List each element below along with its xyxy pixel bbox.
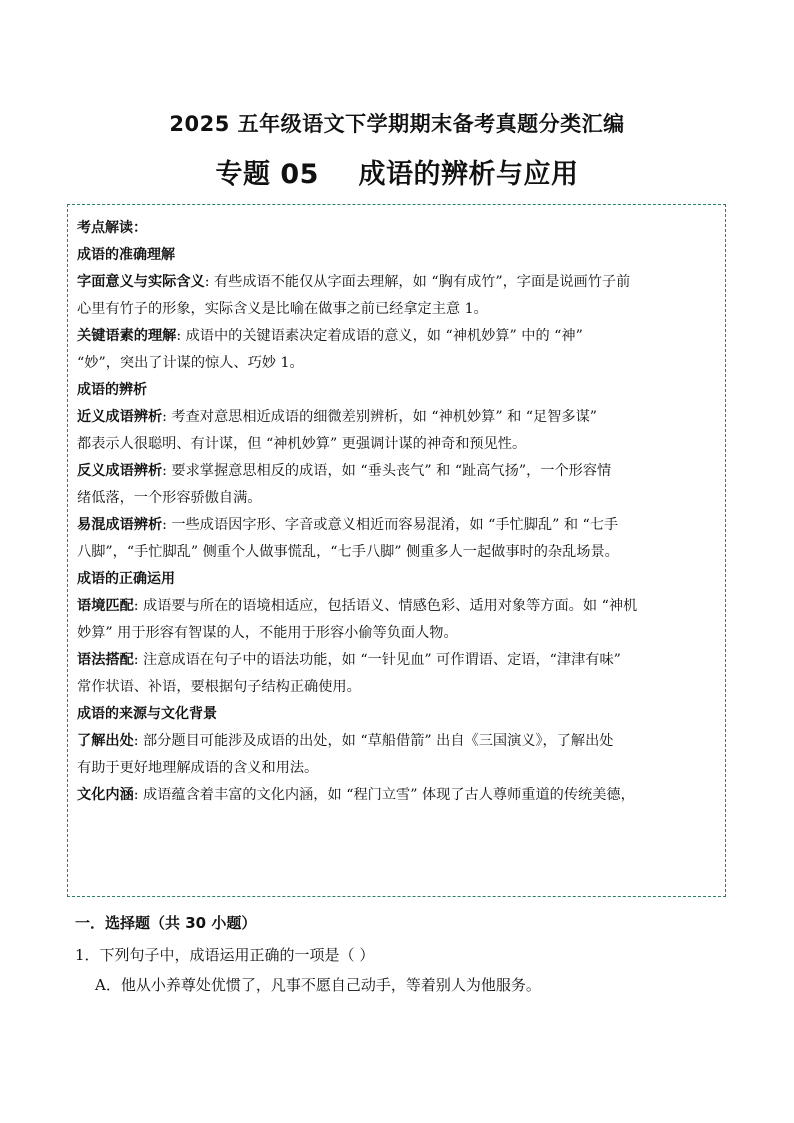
paragraph-continuation: 常作状语、补语，要根据句子结构正确使用。 — [77, 679, 361, 695]
term-label: 关键语素的理解 — [77, 328, 177, 344]
term-label: 字面意义与实际含义 — [77, 274, 205, 290]
question-1-stem: 1．下列句子中，成语运用正确的一项是（ ） — [75, 946, 375, 964]
term-label: 了解出处 — [77, 733, 134, 749]
term-label: 易混成语辨析 — [77, 517, 163, 533]
paragraph-text: : 成语中的关键语素决定着成语的意义，如 “神机妙算” 中的 “神” — [176, 328, 583, 344]
paragraph-literal-meaning — [77, 269, 716, 296]
paragraph-confusable — [77, 512, 716, 539]
term-label: 文化内涵 — [77, 787, 134, 803]
term-label: 语境匹配 — [77, 598, 134, 614]
paragraph-continuation: 绪低落，一个形容骄傲自满。 — [77, 490, 262, 506]
term-label: 近义成语辨析 — [77, 409, 163, 425]
section-heading-understanding: 成语的准确理解 — [77, 247, 175, 263]
paragraph-text: : 要求掌握意思相反的成语，如 “垂头丧气” 和 “趾高气扬”，一个形容情 — [162, 463, 612, 479]
paragraph-continuation: 八脚”，“手忙脚乱” 侧重个人做事慌乱，“七手八脚” 侧重多人一起做事时的杂乱场景。 — [77, 544, 619, 560]
document-title: 2025 五年级语文下学期期末备考真题分类汇编 — [169, 112, 625, 136]
term-label: 反义成语辨析 — [77, 463, 163, 479]
paragraph-source — [77, 728, 716, 755]
paragraph-key-morpheme — [77, 323, 716, 350]
paragraph-text: : 注意成语在句子中的语法功能，如 “一针见血” 可作谓语、定语，“津津有味” — [133, 652, 621, 668]
paragraph-synonym — [77, 404, 716, 431]
guide-heading: 考点解读： — [77, 220, 147, 236]
paragraph-text: : 部分题目可能涉及成语的出处，如 “草船借箭” 出自《三国演义》，了解出处 — [133, 733, 614, 749]
paragraph-continuation: 心里有竹子的形象，实际含义是比喻在做事之前已经拿定主意 1。 — [77, 301, 488, 317]
term-label: 语法搭配 — [77, 652, 134, 668]
choice-section-title: 一．选择题（共 30 小题） — [75, 914, 257, 932]
topic-title: 专题 05 成语的辨析与应用 — [215, 159, 579, 190]
section-heading-usage: 成语的正确运用 — [77, 571, 175, 587]
paragraph-text: : 成语蕴含着丰富的文化内涵，如 “程门立雪” 体现了古人尊师重道的传统美德， — [133, 787, 635, 803]
exam-point-guide-box — [67, 204, 726, 897]
paragraph-text: : 考查对意思相近成语的细微差别辨析，如 “神机妙算” 和 “足智多谋” — [162, 409, 598, 425]
paragraph-continuation: 有助于更好地理解成语的含义和用法。 — [77, 760, 319, 776]
paragraph-grammar — [77, 647, 716, 674]
section-heading-origin: 成语的来源与文化背景 — [77, 706, 217, 722]
question-1-option-a: A．他从小养尊处优惯了，凡事不愿自己动手，等着别人为他服务。 — [95, 976, 541, 994]
paragraph-text: : 成语要与所在的语境相适应，包括语义、情感色彩、适用对象等方面。如 “神机 — [133, 598, 638, 614]
paragraph-continuation: “妙”，突出了计谋的惊人、巧妙 1。 — [77, 355, 304, 371]
paragraph-continuation: 都表示人很聪明、有计谋，但 “神机妙算” 更强调计谋的神奇和预见性。 — [77, 436, 527, 452]
paragraph-antonym — [77, 458, 716, 485]
section-heading-discrimination: 成语的辨析 — [77, 382, 147, 398]
paragraph-context — [77, 593, 716, 620]
guide-content — [77, 215, 716, 809]
paragraph-text: : 一些成语因字形、字音或意义相近而容易混淆，如 “手忙脚乱” 和 “七手 — [162, 517, 619, 533]
paragraph-text: : 有些成语不能仅从字面去理解，如 “胸有成竹”，字面是说画竹子前 — [204, 274, 631, 290]
paragraph-culture — [77, 782, 716, 809]
paragraph-continuation: 妙算” 用于形容有智谋的人，不能用于形容小偷等负面人物。 — [77, 625, 458, 641]
